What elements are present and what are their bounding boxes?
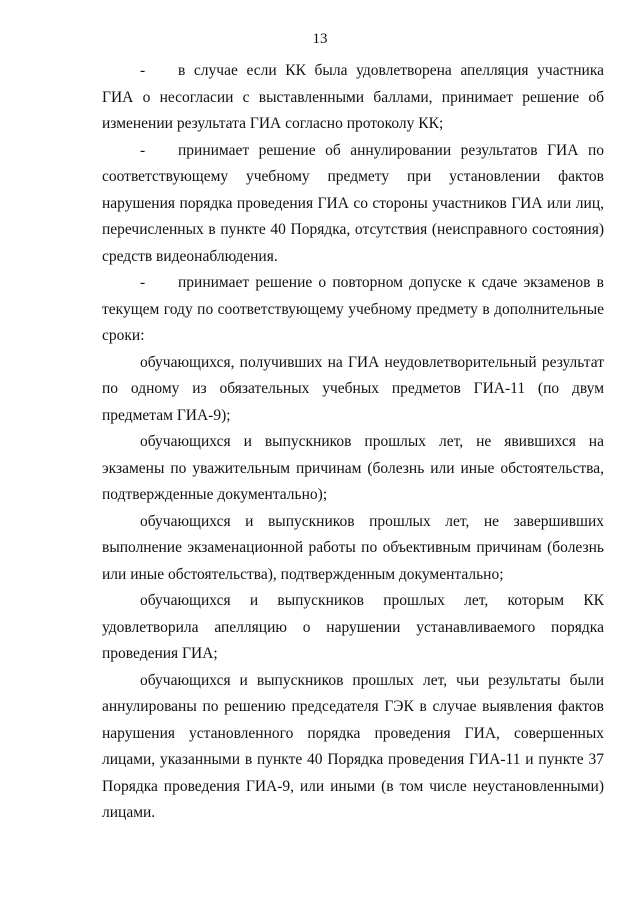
bullet-paragraph-3 bbox=[102, 270, 604, 350]
paragraph-text: в случае если КК была удовлетворена апелляция участника ГИА о несогласии с выставленными баллами, принимает решение об изменении результата ГИА согласно протоколу КК; bbox=[102, 62, 604, 132]
list-paragraph-3: обучающихся и выпускников прошлых лет, не завершивших выполнение экзаменационной работы по объективным причинам (болезнь или иные обстоятельства), подтвержденным документально; bbox=[102, 512, 604, 583]
list-paragraph-5: обучающихся и выпускников прошлых лет, чьи результаты были аннулированы по решению председателя ГЭК в случае выявления фактов нарушения установленного порядка проведения ГИА, совершенных лицами, указанными в пункте 40 Порядка проведения ГИА-11 и пункте 37 Порядка проведения ГИА-9, или иными (в том числе неустановленными) лицами. bbox=[102, 671, 604, 821]
page-number: 13 bbox=[312, 31, 328, 47]
list-paragraph-1: обучающихся, получивших на ГИА неудовлетворительный результат по одному из обязательных учебных предметов ГИА-11 (по двум предметам ГИА-9); bbox=[102, 353, 604, 424]
dash-marker: - bbox=[140, 141, 146, 159]
paragraph-text: принимает решение о повторном допуске к сдаче экзаменов в текущем году по соответствующему учебному предмету в дополнительные сроки: bbox=[102, 274, 604, 344]
bullet-paragraph-1 bbox=[102, 58, 604, 138]
document-body bbox=[102, 58, 604, 827]
list-paragraph-4: обучающихся и выпускников прошлых лет, которым КК удовлетворила апелляцию о нарушении устанавливаемого порядка проведения ГИА; bbox=[102, 592, 604, 662]
dash-marker: - bbox=[140, 62, 146, 79]
bullet-paragraph-2 bbox=[102, 138, 604, 271]
paragraph-text: принимает решение об аннулировании результатов ГИА по соответствующему учебному предмету при установлении фактов нарушения порядка проведения ГИА со стороны участников ГИА или лиц, перечисленных в пункте 40 Порядка, отсутствия (неисправного состояния) средств видеонаблюдения. bbox=[102, 141, 604, 265]
list-paragraph-2: обучающихся и выпускников прошлых лет, не явившихся на экзамены по уважительным причинам (болезнь или иные обстоятельства, подтвержденные документально); bbox=[102, 433, 604, 503]
dash-marker: - bbox=[140, 274, 146, 291]
